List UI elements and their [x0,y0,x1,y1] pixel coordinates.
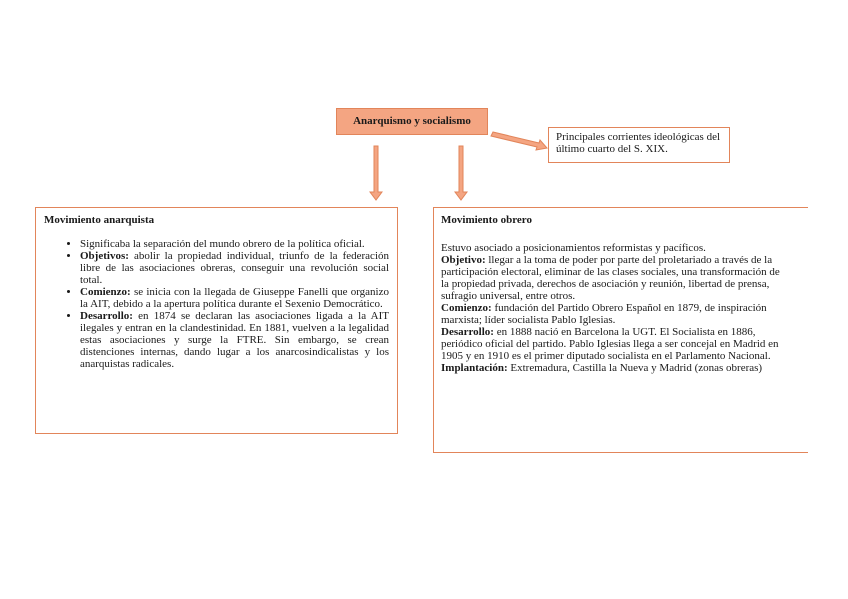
note-text: Principales corrientes ideológicas del último cuarto del S. XIX. [556,131,721,155]
obrero-line: 1905 y en 1910 es el primer diputado socialista en el Parlamento Nacional. [441,350,771,362]
note-box [548,127,730,163]
list-item: • Comienzo: se inicia con la llegada de Giuseppe Fanelli que organizo la AIT, debido a la apertura política durante el Sexenio Democrático. [80,286,389,310]
obrero-line: la propiedad privada, derechos de asociación y reunión, libertad de prensa, [441,278,770,290]
anarquista-heading: Movimiento anarquista [44,214,155,226]
arrow-to-note [491,132,547,150]
central-topic-title: Anarquismo y socialismo [353,115,471,127]
obrero-heading: Movimiento obrero [441,214,532,226]
obrero-line: Objetivo: llegar a la toma de poder por parte del proletariado a través de la [441,254,773,266]
obrero-line: periódico oficial del partido. Pablo Iglesias llega a ser concejal en Madrid en [441,338,779,350]
anarquista-list [44,238,389,370]
obrero-line: participación electoral, eliminar de las clases sociales, una transformación de [441,266,780,278]
obrero-line: Desarrollo: en 1888 nació en Barcelona la UGT. El Socialista en 1886, [441,326,756,338]
obrero-panel [433,207,808,453]
list-item: • Objetivos: abolir la propiedad individual, triunfo de la federación libre de las asociaciones obreras, conseguir una revolución social total. [80,250,389,286]
arrow-to-obrero [455,146,467,200]
obrero-line: sufragio universal, entre otros. [441,290,576,302]
list-item: • Significaba la separación del mundo obrero de la política oficial. [80,238,389,250]
obrero-line: marxista; líder socialista Pablo Iglesias. [441,314,616,326]
obrero-line: Estuvo asociado a posicionamientos reformistas y pacíficos. [441,242,706,254]
obrero-line: Comienzo: fundación del Partido Obrero Español en 1879, de inspiración [441,302,767,314]
list-item: • Desarrollo: en 1874 se declaran las asociaciones ligada a la AIT ilegales y entran en la clandestinidad. En 1881, vuelven a la legalidad estas asociaciones y surge la FTRE. Sin embargo, se crean distenciones internas, dando lugar a los anarcosindicalistas y los anarquistas radicales. [80,310,389,370]
anarquista-panel [35,207,398,434]
central-topic-box [336,108,488,135]
obrero-line: Implantación: Extremadura, Castilla la Nueva y Madrid (zonas obreras) [441,362,763,374]
arrow-to-anarquista [370,146,382,200]
